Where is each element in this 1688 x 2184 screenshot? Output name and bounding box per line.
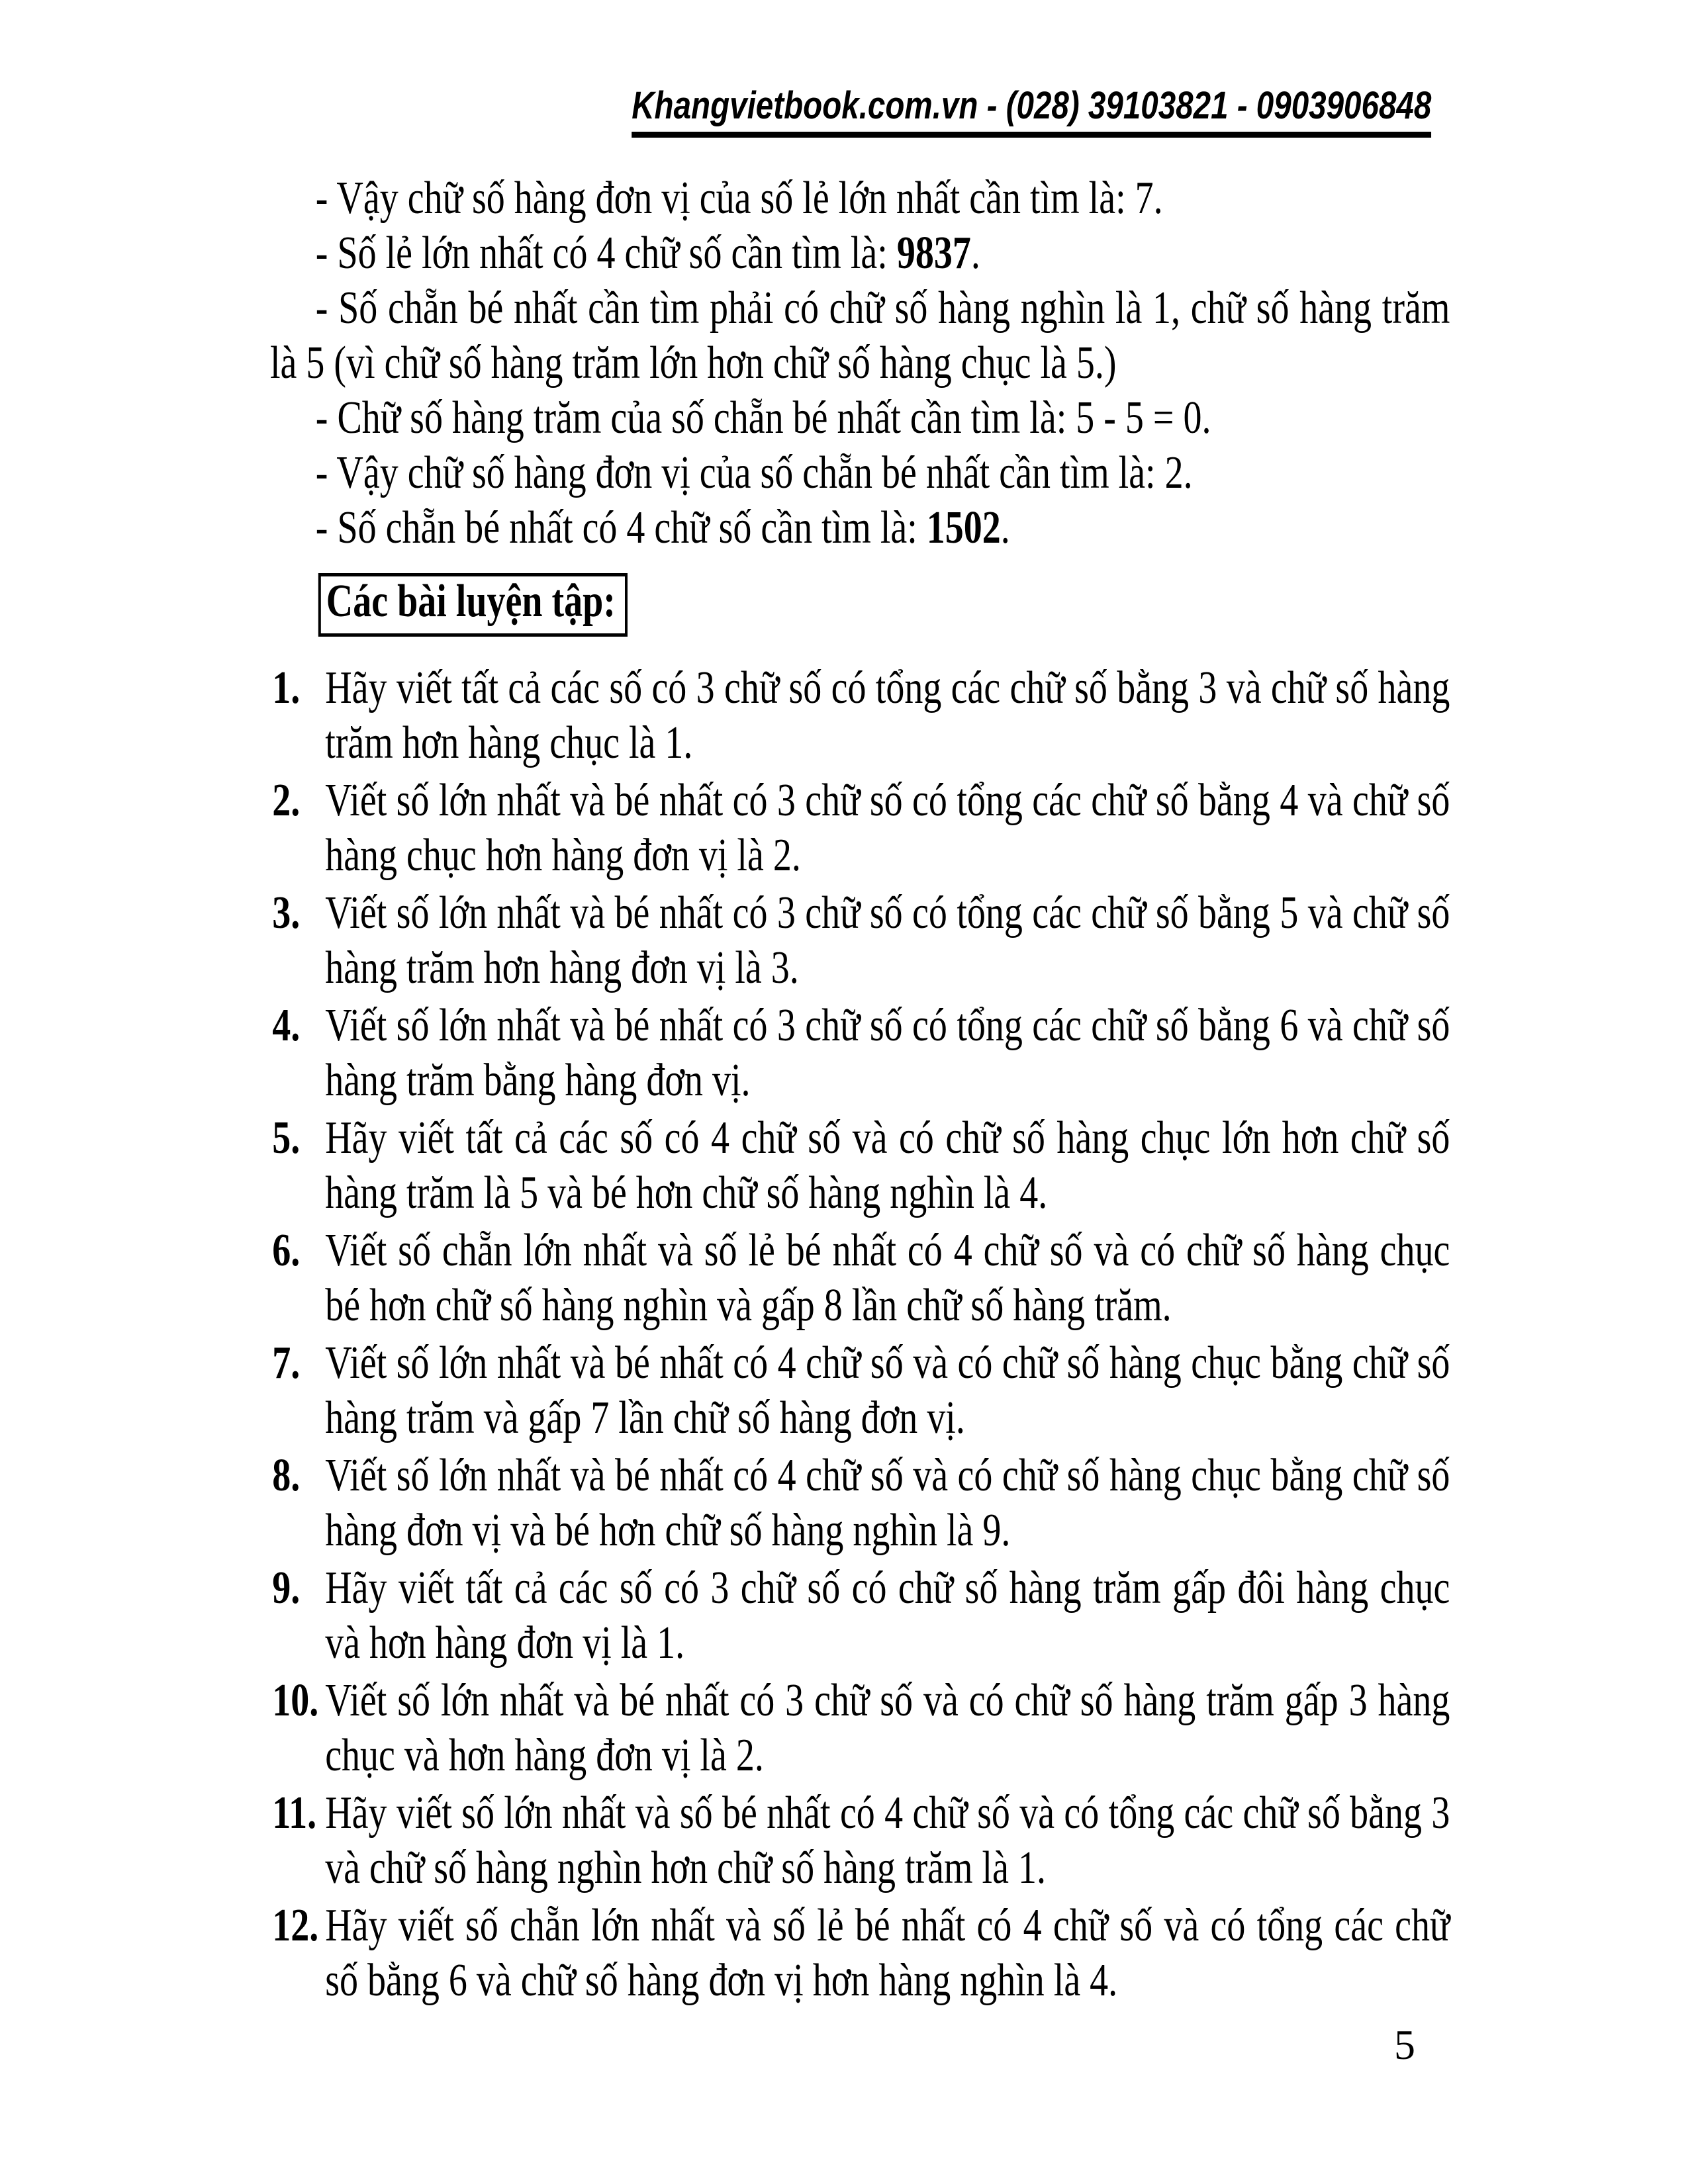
exercises-heading-row [318, 573, 1450, 637]
exercise-item-text: Viết số chẵn lớn nhất và số lẻ bé nhất có 4 chữ số và có chữ số hàng chục bé hơn chữ số hàng nghìn và gấp 8 lần chữ số hàng trăm. [325, 1225, 1450, 1331]
solution-text: . [970, 228, 980, 279]
exercise-item-text: Hãy viết số lớn nhất và số bé nhất có 4 chữ số và có tổng các chữ số bằng 3 và chữ số hàng nghìn hơn chữ số hàng trăm là 1. [325, 1788, 1450, 1893]
solution-line [270, 281, 1450, 390]
exercise-item [272, 1673, 1450, 1783]
exercise-item-text: Viết số lớn nhất và bé nhất có 4 chữ số và có chữ số hàng chục bằng chữ số hàng đơn vị và bé hơn chữ số hàng nghìn là 9. [325, 1450, 1450, 1556]
exercise-item-number: 7. [272, 1338, 301, 1388]
exercise-item [272, 773, 1450, 883]
solution-text: - Số lẻ lớn nhất có 4 chữ số cần tìm là: [315, 228, 897, 279]
exercise-item-text: Viết số lớn nhất và bé nhất có 3 chữ số có tổng các chữ số bằng 5 và chữ số hàng trăm hơn hàng đơn vị là 3. [325, 887, 1450, 993]
exercise-item [272, 1561, 1450, 1670]
exercise-item-number: 4. [272, 1000, 301, 1051]
exercise-item [272, 1448, 1450, 1558]
exercise-item-text: Viết số lớn nhất và bé nhất có 4 chữ số và có chữ số hàng chục bằng chữ số hàng trăm và gấp 7 lần chữ số hàng đơn vị. [325, 1338, 1450, 1443]
exercise-list [270, 660, 1450, 2008]
page-content [270, 171, 1450, 2011]
exercise-item-number: 2. [272, 775, 301, 826]
exercise-item-text: Viết số lớn nhất và bé nhất có 3 chữ số và có chữ số hàng trăm gấp 3 hàng chục và hơn hàng đơn vị là 2. [325, 1675, 1450, 1781]
exercise-item-number: 9. [272, 1563, 301, 1614]
exercise-item [272, 660, 1450, 770]
solution-paragraphs [270, 171, 1450, 555]
main-text-column [270, 171, 1450, 2008]
solution-line [270, 390, 1450, 445]
page-number: 5 [1394, 2021, 1415, 2068]
solution-line [270, 171, 1450, 226]
exercise-item-text: Viết số lớn nhất và bé nhất có 3 chữ số có tổng các chữ số bằng 4 và chữ số hàng chục hơn hàng đơn vị là 2. [325, 775, 1450, 881]
exercise-item [272, 1111, 1450, 1220]
exercise-item-number: 5. [272, 1113, 301, 1163]
exercise-item-text: Hãy viết tất cả các số có 3 chữ số có tổng các chữ số bằng 3 và chữ số hàng trăm hơn hàng chục là 1. [325, 662, 1450, 768]
exercise-item-number: 11. [272, 1788, 317, 1839]
exercise-item-number: 12. [272, 1900, 319, 1951]
solution-answer-number: 1502 [926, 502, 1001, 553]
solution-text: . [1000, 502, 1010, 553]
exercise-item [272, 1898, 1450, 2008]
solution-text: - Vậy chữ số hàng đơn vị của số lẻ lớn nhất cần tìm là: 7. [315, 173, 1163, 224]
exercise-item-text: Viết số lớn nhất và bé nhất có 3 chữ số có tổng các chữ số bằng 6 và chữ số hàng trăm bằng hàng đơn vị. [325, 1000, 1450, 1106]
exercise-item [272, 1336, 1450, 1445]
solution-line [270, 445, 1450, 500]
solution-text: - Chữ số hàng trăm của số chẵn bé nhất cần tìm là: 5 - 5 = 0. [315, 392, 1211, 443]
exercise-item-number: 3. [272, 887, 301, 938]
exercise-item-number: 10. [272, 1675, 319, 1726]
solution-text: - Số chẵn bé nhất cần tìm phải có chữ số hàng nghìn là 1, chữ số hàng trăm là 5 (vì chữ số hàng trăm lớn hơn chữ số hàng chục là 5.) [270, 283, 1450, 388]
exercise-item-number: 8. [272, 1450, 301, 1501]
solution-line [270, 500, 1450, 555]
exercise-item [272, 998, 1450, 1108]
solution-text: - Số chẵn bé nhất có 4 chữ số cần tìm là: [315, 502, 927, 553]
solution-answer-number: 9837 [896, 228, 971, 279]
solution-line [270, 226, 1450, 281]
exercise-item [272, 886, 1450, 995]
exercise-item [272, 1786, 1450, 1895]
exercise-item-number: 1. [272, 662, 301, 713]
exercise-item [272, 1223, 1450, 1333]
exercise-item-text: Hãy viết tất cả các số có 4 chữ số và có chữ số hàng chục lớn hơn chữ số hàng trăm là 5 và bé hơn chữ số hàng nghìn là 4. [325, 1113, 1450, 1218]
page-header-website-phone: Khangvietbook.com.vn - (028) 39103821 - 0903906848 [632, 85, 1431, 138]
exercise-item-number: 6. [272, 1225, 301, 1276]
exercise-item-text: Hãy viết số chẵn lớn nhất và số lẻ bé nhất có 4 chữ số và có tổng các chữ số bằng 6 và chữ số hàng đơn vị hơn hàng nghìn là 4. [325, 1900, 1450, 2006]
exercises-heading: Các bài luyện tập: [318, 573, 628, 637]
solution-text: - Vậy chữ số hàng đơn vị của số chẵn bé nhất cần tìm là: 2. [315, 447, 1193, 498]
exercise-item-text: Hãy viết tất cả các số có 3 chữ số có chữ số hàng trăm gấp đôi hàng chục và hơn hàng đơn vị là 1. [325, 1563, 1450, 1668]
